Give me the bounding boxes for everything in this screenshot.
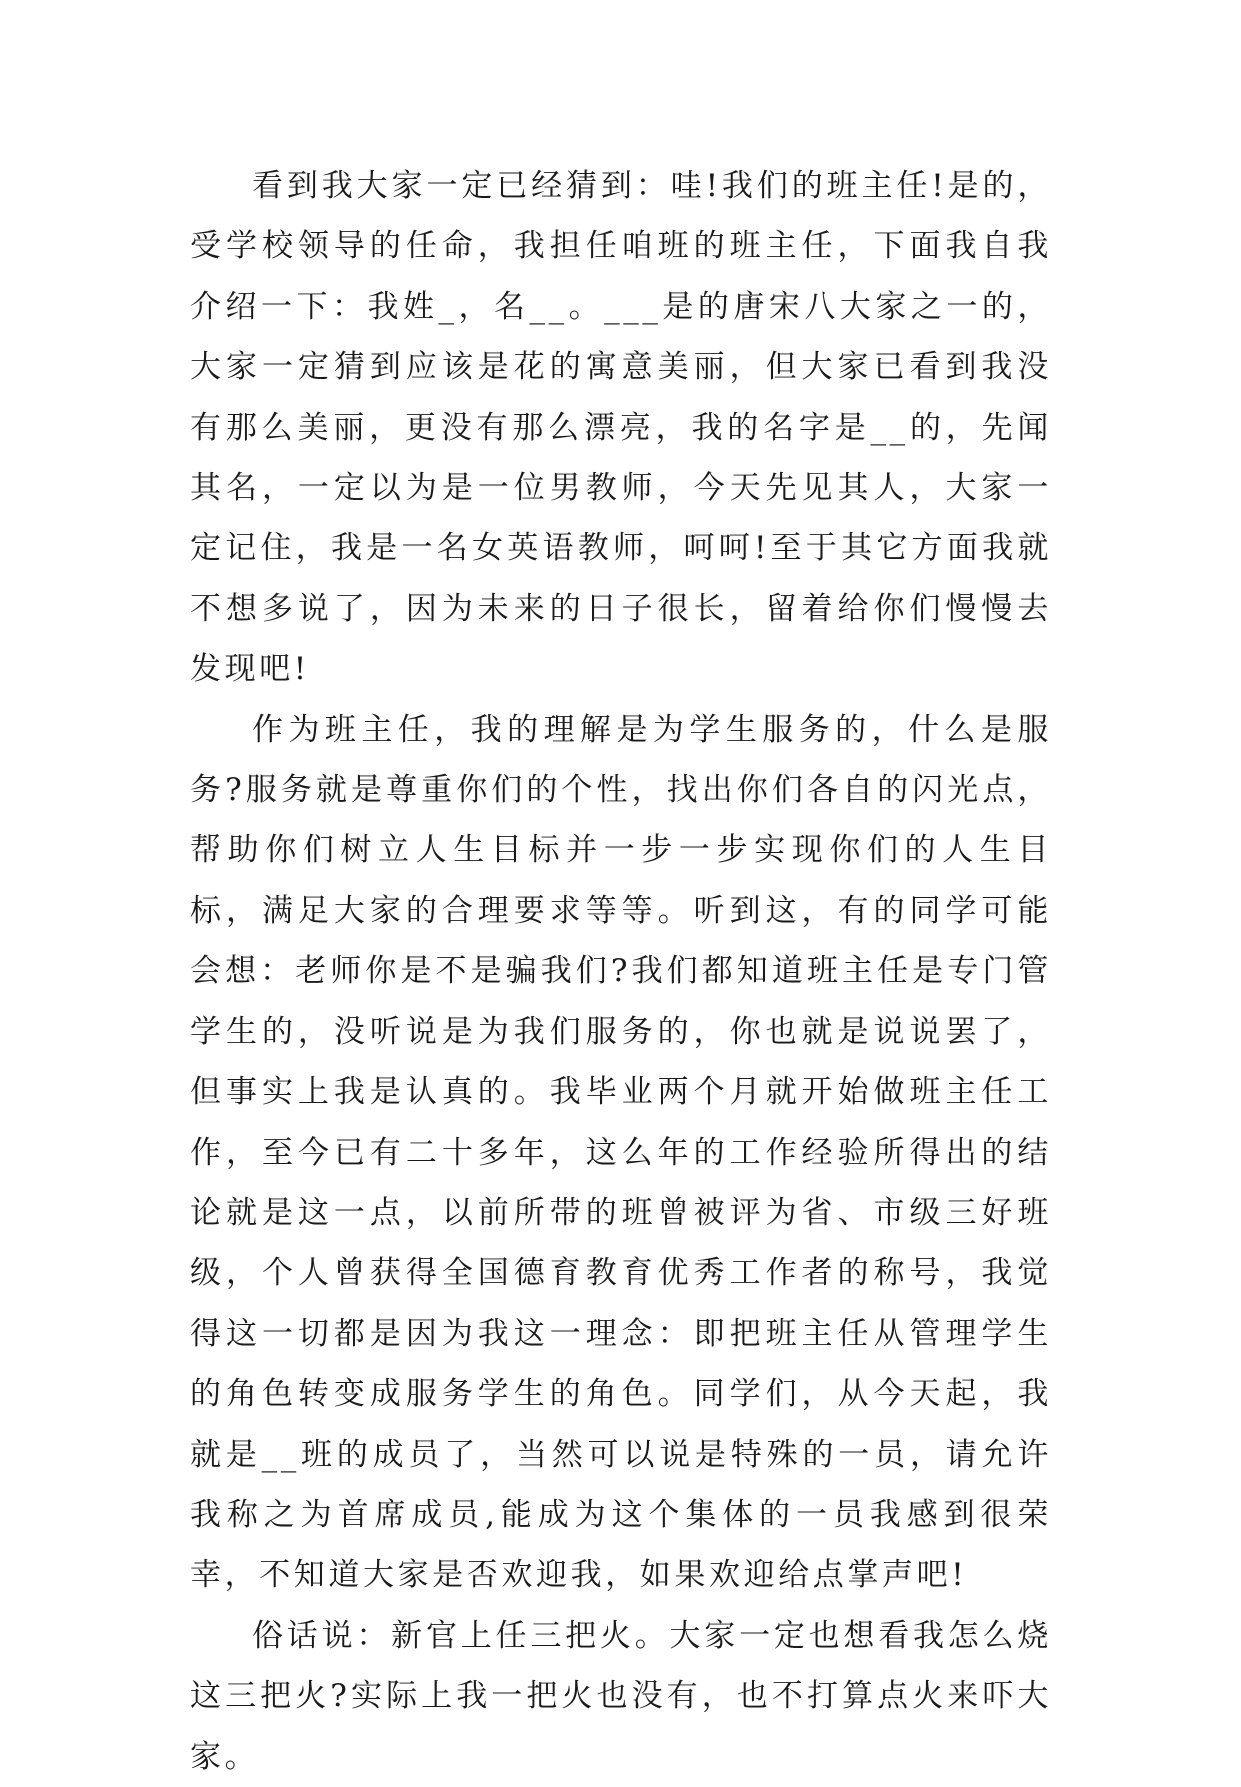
paragraph-self-introduction: 看到我大家一定已经猜到：哇!我们的班主任!是的，受学校领导的任命，我担任咱班的班主任，下面我自我介绍一下：我姓_，名__。___是的唐宋八大家之一的，大家一定猜到应该是花的寓意美丽，但大家已看到我没有那么美丽，更没有那么漂亮，我的名字是__的，先闻其名，一定以为是一位男教师，今天先见其人，大家一定记住，我是一名女英语教师，呵呵!至于其它方面我就不想多说了，因为未来的日子很长，留着给你们慢慢去发现吧! — [190, 168, 1052, 688]
paragraph-service-philosophy: 作为班主任，我的理解是为学生服务的，什么是服务?服务就是尊重你们的个性，找出你们各自的闪光点，帮助你们树立人生目标并一步一步实现你们的人生目标，满足大家的合理要求等等。听到这，有的同学可能会想：老师你是不是骗我们?我们都知道班主任是专门管学生的，没听说是为我们服务的，你也就是说说罢了，但事实上我是认真的。我毕业两个月就开始做班主任工作，至今已有二十多年，这么年的工作经验所得出的结论就是这一点，以前所带的班曾被评为省、市级三好班级，个人曾获得全国德育教育优秀工作者的称号，我觉得这一切都是因为我这一理念：即把班主任从管理学生的角色转变成服务学生的角色。同学们，从今天起，我就是__班的成员了，当然可以说是特殊的一员，请允许我称之为首席成员,能成为这个集体的一员我感到很荣幸，不知道大家是否欢迎我，如果欢迎给点掌声吧! — [190, 711, 1052, 1594]
paragraph-three-fires: 俗话说：新官上任三把火。大家一定也想看我怎么烧这三把火?实际上我一把火也没有，也不打算点火来吓大家。 — [190, 1617, 1052, 1775]
document-body — [190, 156, 1052, 1787]
